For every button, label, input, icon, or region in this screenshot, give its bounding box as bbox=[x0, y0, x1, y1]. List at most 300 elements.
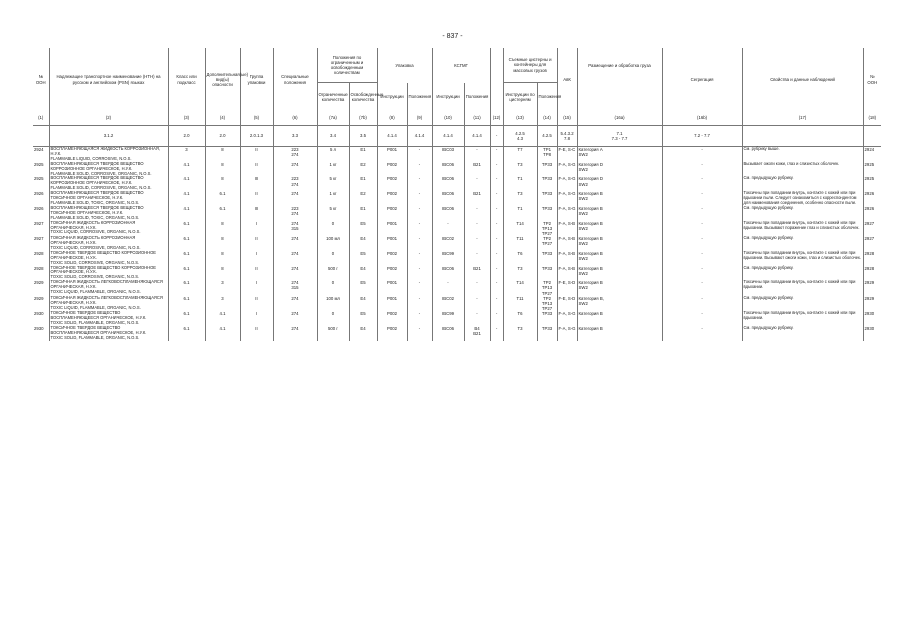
stowage-cell: Категория В, SW2 bbox=[577, 296, 662, 311]
ems-cell: F-A, S-G bbox=[557, 176, 577, 191]
tank-instruction-cell: T6 bbox=[503, 251, 537, 266]
ibc-provision-cell: - bbox=[464, 221, 490, 236]
un-no-cell: 2928 bbox=[34, 250, 44, 256]
column-number: (13) bbox=[503, 111, 537, 126]
limited-quantity-cell: 1 кг bbox=[317, 162, 349, 177]
table-row bbox=[33, 236, 881, 251]
packing-group-cell: II bbox=[240, 236, 273, 251]
limited-quantity-cell: 5 кг bbox=[317, 206, 349, 221]
properties-cell: Токсичны при попадании внутрь, контакте с кожей или при вдыхании. Вызывают поражение глаз и слизистых оболочек. bbox=[742, 221, 863, 236]
subsidiary-risk-cell: 8 bbox=[205, 236, 240, 251]
reference-cell: 3.4 bbox=[317, 126, 349, 147]
excepted-quantity-cell: E1 bbox=[349, 206, 377, 221]
stowage-cell: Категория D SW2 bbox=[577, 176, 662, 191]
packing-group-cell: I bbox=[240, 251, 273, 266]
ibc-instruction-cell: - bbox=[432, 280, 464, 295]
ibc-provision-cell: - bbox=[464, 251, 490, 266]
limited-quantity-cell: 0 bbox=[317, 311, 349, 326]
segregation-cell: - bbox=[662, 162, 742, 177]
un-no-right-cell: 2930 bbox=[863, 311, 881, 326]
reference-cell: 7.2 - 7.7 bbox=[662, 126, 742, 147]
subsidiary-risk-cell: 8 bbox=[205, 162, 240, 177]
header-packing-instructions: Инструкции bbox=[377, 83, 407, 112]
packing-instruction-cell: P002 bbox=[377, 176, 407, 191]
stowage-cell: Категория D SW2 bbox=[577, 162, 662, 177]
stowage-cell: Категория В SW2 bbox=[577, 236, 662, 251]
properties-cell: Токсичны при попадании внутрь, контакте с кожей или при вдыхании. Вызывают ожоги кожи, глаз и слизистых оболочек. bbox=[742, 251, 863, 266]
packing-provision-cell: - bbox=[407, 266, 432, 281]
header-tanks: Съемные цистерны и контейнеры для массовых грузов bbox=[503, 48, 557, 83]
column-number: (16a) bbox=[577, 111, 662, 126]
column-12-cell: - bbox=[490, 296, 503, 311]
properties-cell: См. рубрику выше. bbox=[742, 147, 863, 162]
column-number: (2) bbox=[49, 111, 168, 126]
ems-cell: F-A, S-B bbox=[557, 236, 577, 251]
limited-quantity-cell: 0 bbox=[317, 280, 349, 295]
shipping-name-cell: ТОКСИЧНОЕ ТВЕРДОЕ ВЕЩЕСТВО КОРРОЗИОННОЕ ОРГАНИЧЕСКОЕ, Н.У.К. TOXIC SOLID, CORROSIVE, ORGANIC, N.O.S. bbox=[49, 251, 168, 266]
ibc-instruction-cell: IBC99 bbox=[432, 251, 464, 266]
header-packing-provisions: Положения bbox=[407, 83, 432, 112]
un-no-cell: 2929 bbox=[34, 295, 44, 301]
column-number: (15) bbox=[557, 111, 577, 126]
header-properties: Свойства и данные наблюдений bbox=[742, 48, 863, 111]
class-cell: 6.1 bbox=[168, 266, 205, 281]
un-no-right-cell: 2927 bbox=[863, 236, 881, 251]
special-provisions-cell: 274 bbox=[273, 162, 317, 177]
column-number: (12) bbox=[490, 111, 503, 126]
subsidiary-risk-cell: 6.1 bbox=[205, 191, 240, 206]
tank-instruction-cell: T6 bbox=[503, 311, 537, 326]
tank-provision-cell: TP2 TP13 TP27 bbox=[537, 296, 557, 311]
tank-provision-cell: TP33 bbox=[537, 162, 557, 177]
tank-instruction-cell: T11 bbox=[503, 296, 537, 311]
table-row bbox=[33, 206, 881, 221]
packing-provision-cell: - bbox=[407, 236, 432, 251]
ems-cell: F-A, S-G bbox=[557, 206, 577, 221]
column-12-cell: - bbox=[490, 236, 503, 251]
column-number: (7b) bbox=[349, 111, 377, 126]
column-number: (4) bbox=[205, 111, 240, 126]
ems-cell: F-E, S-C bbox=[557, 147, 577, 162]
tank-provision-cell: TP1 TP8 bbox=[537, 147, 557, 162]
ibc-provision-cell: - bbox=[464, 311, 490, 326]
table-row bbox=[33, 221, 881, 236]
reference-cell: 3.3 bbox=[273, 126, 317, 147]
un-no-cell: 2924 bbox=[34, 147, 44, 152]
ems-cell: F-A, S-B bbox=[557, 251, 577, 266]
reference-row bbox=[33, 126, 881, 147]
shipping-name-cell: ТОКСИЧНАЯ ЖИДКОСТЬ КОРРОЗИОННАЯ ОРГАНИЧЕСКАЯ, Н.У.К. TOXIC LIQUID, CORROSIVE, ORGANIC, N.O.S. bbox=[49, 236, 168, 251]
segregation-cell: - bbox=[662, 326, 742, 341]
un-no-right-cell: 2924 bbox=[863, 147, 881, 162]
reference-cell: 7.1 7.3 - 7.7 bbox=[577, 126, 662, 147]
segregation-cell: - bbox=[662, 311, 742, 326]
packing-provision-cell: - bbox=[407, 326, 432, 341]
table-row bbox=[33, 311, 881, 326]
ibc-provision-cell: - bbox=[464, 296, 490, 311]
subsidiary-risk-cell: 4.1 bbox=[205, 311, 240, 326]
header-excepted-quantities: Освобожденные количества bbox=[349, 83, 377, 112]
page-number: - 837 - bbox=[442, 33, 463, 40]
class-cell: 4.1 bbox=[168, 162, 205, 177]
un-no-cell: 2928 bbox=[34, 265, 44, 271]
properties-cell: См. предыдущую рубрику. bbox=[742, 206, 863, 221]
segregation-cell: - bbox=[662, 206, 742, 221]
excepted-quantity-cell: E4 bbox=[349, 266, 377, 281]
packing-instruction-cell: P002 bbox=[377, 191, 407, 206]
packing-provision-cell: - bbox=[407, 221, 432, 236]
ibc-instruction-cell: IBC06 bbox=[432, 326, 464, 341]
stowage-cell: Категория В bbox=[577, 311, 662, 326]
packing-provision-cell: - bbox=[407, 311, 432, 326]
header-ems: АвК bbox=[557, 48, 577, 111]
un-no-right-cell: 2925 bbox=[863, 162, 881, 177]
limited-quantity-cell: 0 bbox=[317, 251, 349, 266]
subsidiary-risk-cell: 4.1 bbox=[205, 326, 240, 341]
excepted-quantity-cell: E5 bbox=[349, 311, 377, 326]
column-12-cell: - bbox=[490, 221, 503, 236]
tank-instruction-cell: T3 bbox=[503, 162, 537, 177]
tank-instruction-cell: T1 bbox=[503, 176, 537, 191]
ibc-provision-cell: B21 bbox=[464, 191, 490, 206]
reference-cell bbox=[33, 126, 49, 147]
excepted-quantity-cell: E1 bbox=[349, 176, 377, 191]
ibc-provision-cell: - bbox=[464, 176, 490, 191]
packing-group-cell: III bbox=[240, 176, 273, 191]
segregation-cell: - bbox=[662, 221, 742, 236]
header-tank-provisions: Положения bbox=[537, 83, 557, 112]
ibc-instruction-cell: IBC06 bbox=[432, 266, 464, 281]
limited-quantity-cell: 5 л bbox=[317, 147, 349, 162]
packing-group-cell: I bbox=[240, 311, 273, 326]
excepted-quantity-cell: E4 bbox=[349, 296, 377, 311]
special-provisions-cell: 274 315 bbox=[273, 221, 317, 236]
segregation-cell: - bbox=[662, 147, 742, 162]
packing-provision-cell: - bbox=[407, 296, 432, 311]
limited-quantity-cell: 0 bbox=[317, 221, 349, 236]
shipping-name-cell: ВОСПЛАМЕНЯЮЩЕЕСЯ ТВЕРДОЕ ВЕЩЕСТВО КОРРОЗИОННОЕ ОРГАНИЧЕСКОЕ, Н.У.К. FLAMMABLE SOLID, CORROSIVE, ORGANIC, N.O.S. bbox=[49, 176, 168, 191]
segregation-cell: - bbox=[662, 176, 742, 191]
shipping-name-cell: ТОКСИЧНАЯ ЖИДКОСТЬ ЛЕГКОВОСПЛАМЕНЯЮЩАЯСЯ ОРГАНИЧЕСКАЯ, Н.У.К. TOXIC LIQUID, FLAMMABLE, ORGANIC, N.O.S. bbox=[49, 280, 168, 295]
subsidiary-risk-cell: 3 bbox=[205, 296, 240, 311]
excepted-quantity-cell: E4 bbox=[349, 236, 377, 251]
un-no-right-cell: 2930 bbox=[863, 326, 881, 341]
ibc-provision-cell: - bbox=[464, 206, 490, 221]
special-provisions-cell: 223 274 bbox=[273, 206, 317, 221]
class-cell: 6.1 bbox=[168, 311, 205, 326]
ibc-provision-cell: - bbox=[464, 280, 490, 295]
table-row bbox=[33, 176, 881, 191]
ibc-instruction-cell: IBC06 bbox=[432, 206, 464, 221]
column-12-cell: - bbox=[490, 311, 503, 326]
properties-cell: См. предыдущую рубрику. bbox=[742, 266, 863, 281]
packing-group-cell: II bbox=[240, 191, 273, 206]
un-no-right-cell: 2925 bbox=[863, 176, 881, 191]
tank-provision-cell: TP33 bbox=[537, 326, 557, 341]
ems-cell: F-E, S-D bbox=[557, 296, 577, 311]
column-12-cell: - bbox=[490, 176, 503, 191]
segregation-cell: - bbox=[662, 236, 742, 251]
packing-group-cell: II bbox=[240, 266, 273, 281]
ems-cell: F-A, S-G bbox=[557, 326, 577, 341]
subsidiary-risk-cell: 3 bbox=[205, 280, 240, 295]
packing-instruction-cell: P002 bbox=[377, 251, 407, 266]
ibc-instruction-cell: IBC06 bbox=[432, 176, 464, 191]
ems-cell: F-E, S-D bbox=[557, 280, 577, 295]
table-row bbox=[33, 296, 881, 311]
properties-cell: См. предыдущую рубрику. bbox=[742, 176, 863, 191]
tank-provision-cell: TP33 bbox=[537, 266, 557, 281]
stowage-cell: Категория В SW2 bbox=[577, 280, 662, 295]
un-no-cell: 2929 bbox=[34, 280, 44, 286]
un-no-cell: 2927 bbox=[34, 236, 44, 242]
segregation-cell: - bbox=[662, 191, 742, 206]
excepted-quantity-cell: E2 bbox=[349, 162, 377, 177]
tank-provision-cell: TP33 bbox=[537, 251, 557, 266]
header-tank-instructions: Инструкции по цистерням bbox=[503, 83, 537, 112]
ems-cell: F-A, S-G bbox=[557, 311, 577, 326]
table-body bbox=[33, 147, 881, 341]
segregation-cell: - bbox=[662, 251, 742, 266]
header-ibc-instructions: Инструкции bbox=[432, 83, 464, 112]
column-number: (14) bbox=[537, 111, 557, 126]
properties-cell: Токсичны при попадании внутрь, контакте с кожей или при вдыхании пыли. Следует ознакомиться с корреспондентом для наименования соединения, особенно опасности пыли. bbox=[742, 191, 863, 206]
reference-cell: 4.1.4 bbox=[432, 126, 464, 147]
tank-instruction-cell: T11 bbox=[503, 236, 537, 251]
column-number: (6) bbox=[273, 111, 317, 126]
packing-group-cell: I bbox=[240, 280, 273, 295]
packing-instruction-cell: P001 bbox=[377, 236, 407, 251]
table-row bbox=[33, 147, 881, 162]
limited-quantity-cell: 500 г bbox=[317, 266, 349, 281]
ems-cell: F-A, S-B bbox=[557, 221, 577, 236]
column-number: (17) bbox=[742, 111, 863, 126]
subsidiary-risk-cell: 8 bbox=[205, 266, 240, 281]
shipping-name-cell: ВОСПЛАМЕНЯЮЩЕЕСЯ ТВЕРДОЕ ВЕЩЕСТВО ТОКСИЧНОЕ ОРГАНИЧЕСКОЕ, Н.У.К. FLAMMABLE SOLID, TOXIC, ORGANIC, N.O.S. bbox=[49, 206, 168, 221]
packing-instruction-cell: P002 bbox=[377, 311, 407, 326]
shipping-name-cell: ТОКСИЧНОЕ ТВЕРДОЕ ВЕЩЕСТВО ВОСПЛАМЕНЯЮЩЕЕСЯ ОРГАНИЧЕСКОЕ, Н.У.К. TOXIC SOLID, FLAMMABLE, ORGANIC, N.O.S. bbox=[49, 311, 168, 326]
column-12-cell: - bbox=[490, 280, 503, 295]
ibc-provision-cell: - bbox=[464, 147, 490, 162]
stowage-cell: Категория В SW2 bbox=[577, 266, 662, 281]
ibc-instruction-cell: IBC06 bbox=[432, 191, 464, 206]
reference-cell: 4.2.5 bbox=[537, 126, 557, 147]
subsidiary-risk-cell: 8 bbox=[205, 176, 240, 191]
excepted-quantity-cell: E5 bbox=[349, 251, 377, 266]
un-no-cell: 2926 bbox=[34, 205, 44, 211]
special-provisions-cell: 274 bbox=[273, 326, 317, 341]
class-cell: 4.1 bbox=[168, 176, 205, 191]
table-row bbox=[33, 326, 881, 341]
un-no-right-cell: 2927 bbox=[863, 221, 881, 236]
column-12-cell: - bbox=[490, 206, 503, 221]
ems-cell: F-A, S-G bbox=[557, 162, 577, 177]
stowage-cell: Категория В bbox=[577, 326, 662, 341]
properties-cell: См. предыдущую рубрику. bbox=[742, 296, 863, 311]
tank-instruction-cell: T14 bbox=[503, 221, 537, 236]
column-number: (11) bbox=[464, 111, 490, 126]
special-provisions-cell: 223 274 bbox=[273, 147, 317, 162]
limited-quantity-cell: 100 мл bbox=[317, 296, 349, 311]
header-proper-shipping-name: Надлежащее транспортное наименование (НТН) на русском и английском (PSN) языках bbox=[49, 48, 168, 111]
column-number: (16b) bbox=[662, 111, 742, 126]
packing-group-cell: II bbox=[240, 147, 273, 162]
tank-instruction-cell: T3 bbox=[503, 266, 537, 281]
un-no-cell: 2930 bbox=[34, 325, 44, 331]
tank-provision-cell: TP33 bbox=[537, 311, 557, 326]
column-number: (10) bbox=[432, 111, 464, 126]
column-number-row bbox=[33, 111, 881, 126]
column-12-cell: - bbox=[490, 147, 503, 162]
stowage-cell: Категория В SW2 bbox=[577, 221, 662, 236]
tank-provision-cell: TP33 bbox=[537, 206, 557, 221]
special-provisions-cell: 274 bbox=[273, 251, 317, 266]
class-cell: 6.1 bbox=[168, 251, 205, 266]
header-special-provisions: Специальные положения bbox=[273, 48, 317, 111]
ems-cell: F-A, S-B bbox=[557, 266, 577, 281]
segregation-cell: - bbox=[662, 266, 742, 281]
ibc-provision-cell: B4 B21 bbox=[464, 326, 490, 341]
properties-cell: См. предыдущую рубрику. bbox=[742, 236, 863, 251]
tank-instruction-cell: T14 bbox=[503, 280, 537, 295]
un-no-right-cell: 2928 bbox=[863, 266, 881, 281]
segregation-cell: - bbox=[662, 296, 742, 311]
un-no-cell: 2927 bbox=[34, 220, 44, 226]
header-un-no: № ООН bbox=[35, 74, 46, 85]
header-subsidiary-risk: Дополнительная(ые) вид(ы) опасности bbox=[205, 48, 240, 111]
packing-provision-cell: - bbox=[407, 176, 432, 191]
limited-quantity-cell: 100 мл bbox=[317, 236, 349, 251]
properties-cell: Токсичны при попадании внутрь, контакте с кожей или при вдыхании. bbox=[742, 311, 863, 326]
column-number: (9) bbox=[407, 111, 432, 126]
un-no-cell: 2925 bbox=[34, 176, 44, 182]
shipping-name-cell: ТОКСИЧНОЕ ТВЕРДОЕ ВЕЩЕСТВО КОРРОЗИОННОЕ ОРГАНИЧЕСКОЕ, Н.У.К. TOXIC SOLID, CORROSIVE, ORGANIC, N.O.S. bbox=[49, 266, 168, 281]
packing-group-cell: II bbox=[240, 326, 273, 341]
shipping-name-cell: ВОСПЛАМЕНЯЮЩЕЕСЯ ТВЕРДОЕ ВЕЩЕСТВО КОРРОЗИОННОЕ ОРГАНИЧЕСКОЕ, Н.У.К. FLAMMABLE SOLID, CORROSIVE, ORGANIC, N.O.S. bbox=[49, 162, 168, 177]
subsidiary-risk-cell: 8 bbox=[205, 221, 240, 236]
excepted-quantity-cell: E4 bbox=[349, 326, 377, 341]
tank-instruction-cell: T3 bbox=[503, 191, 537, 206]
column-number: (3) bbox=[168, 111, 205, 126]
packing-instruction-cell: P002 bbox=[377, 266, 407, 281]
shipping-name-cell: ТОКСИЧНАЯ ЖИДКОСТЬ КОРРОЗИОННАЯ ОРГАНИЧЕСКАЯ, Н.У.К. TOXIC LIQUID, CORROSIVE, ORGANIC, N.O.S. bbox=[49, 221, 168, 236]
tank-provision-cell: TP33 bbox=[537, 191, 557, 206]
reference-cell: - bbox=[490, 126, 503, 147]
un-no-right-cell: 2929 bbox=[863, 280, 881, 295]
packing-instruction-cell: P001 bbox=[377, 296, 407, 311]
packing-instruction-cell: P001 bbox=[377, 280, 407, 295]
packing-provision-cell: - bbox=[407, 206, 432, 221]
excepted-quantity-cell: E5 bbox=[349, 280, 377, 295]
un-no-right-cell: 2926 bbox=[863, 191, 881, 206]
column-12-cell: - bbox=[490, 266, 503, 281]
reference-cell: 4.1.4 bbox=[464, 126, 490, 147]
special-provisions-cell: 223 274 bbox=[273, 176, 317, 191]
header-stowage: Размещение и обработка груза bbox=[577, 48, 662, 83]
class-cell: 6.1 bbox=[168, 221, 205, 236]
ibc-provision-cell: B21 bbox=[464, 266, 490, 281]
table-row bbox=[33, 266, 881, 281]
class-cell: 4.1 bbox=[168, 206, 205, 221]
column-12-cell: - bbox=[490, 162, 503, 177]
stowage-cell: Категория В SW2 bbox=[577, 191, 662, 206]
special-provisions-cell: 274 315 bbox=[273, 280, 317, 295]
packing-group-cell: II bbox=[240, 162, 273, 177]
tank-instruction-cell: T3 bbox=[503, 326, 537, 341]
reference-cell: 2.0 bbox=[205, 126, 240, 147]
class-cell: 6.1 bbox=[168, 296, 205, 311]
ems-cell: F-A, S-G bbox=[557, 191, 577, 206]
packing-provision-cell: - bbox=[407, 251, 432, 266]
class-cell: 6.1 bbox=[168, 236, 205, 251]
ibc-instruction-cell: - bbox=[432, 221, 464, 236]
segregation-cell: - bbox=[662, 280, 742, 295]
tank-provision-cell: TP2 TP13 TP27 bbox=[537, 280, 557, 295]
reference-cell: 2.0.1.3 bbox=[240, 126, 273, 147]
shipping-name-cell: ВОСПЛАМЕНЯЮЩАЯСЯ ЖИДКОСТЬ КОРРОЗИОННАЯ, Н.У.К. FLAMMABLE LIQUID, CORROSIVE, N.O.S. bbox=[49, 147, 168, 162]
special-provisions-cell: 274 bbox=[273, 311, 317, 326]
header-packing-group: Группа упаковки bbox=[240, 48, 273, 111]
ibc-provision-cell: B21 bbox=[464, 162, 490, 177]
packing-provision-cell: - bbox=[407, 162, 432, 177]
tank-instruction-cell: T7 bbox=[503, 147, 537, 162]
tank-instruction-cell: T1 bbox=[503, 206, 537, 221]
header-un-no-right: № ООН bbox=[863, 48, 881, 111]
ibc-instruction-cell: IBC03 bbox=[432, 147, 464, 162]
reference-cell: 5.4.3.2 7.8 bbox=[557, 126, 577, 147]
table-row bbox=[33, 251, 881, 266]
properties-cell: Токсичны при попадании внутрь, контакте с кожей или при вдыхании. bbox=[742, 280, 863, 295]
ibc-instruction-cell: IBC99 bbox=[432, 311, 464, 326]
subsidiary-risk-cell: 8 bbox=[205, 147, 240, 162]
column-number: (1) bbox=[33, 111, 49, 126]
packing-group-cell: II bbox=[240, 296, 273, 311]
excepted-quantity-cell: E5 bbox=[349, 221, 377, 236]
un-no-right-cell: 2929 bbox=[863, 296, 881, 311]
ibc-instruction-cell: IBC06 bbox=[432, 162, 464, 177]
ibc-provision-cell: - bbox=[464, 236, 490, 251]
table-row bbox=[33, 162, 881, 177]
subsidiary-risk-cell: 8 bbox=[205, 251, 240, 266]
class-cell: 6.1 bbox=[168, 326, 205, 341]
reference-cell: 3.5 bbox=[349, 126, 377, 147]
reference-cell bbox=[863, 126, 881, 147]
reference-cell: 3.1.2 bbox=[49, 126, 168, 147]
special-provisions-cell: 274 bbox=[273, 191, 317, 206]
column-12-cell: - bbox=[490, 251, 503, 266]
packing-instruction-cell: P002 bbox=[377, 162, 407, 177]
header-limited-excepted: Положения по ограниченным и освобожденным количествам bbox=[317, 48, 377, 83]
header-ibc: КСГМГ bbox=[432, 48, 490, 83]
column-number: (7a) bbox=[317, 111, 349, 126]
excepted-quantity-cell: E1 bbox=[349, 147, 377, 162]
packing-group-cell: III bbox=[240, 206, 273, 221]
header-limited-quantities: Ограниченные количества bbox=[317, 83, 349, 112]
class-cell: 4.1 bbox=[168, 191, 205, 206]
limited-quantity-cell: 5 кг bbox=[317, 176, 349, 191]
table-row bbox=[33, 191, 881, 206]
ibc-instruction-cell: IBC02 bbox=[432, 296, 464, 311]
subsidiary-risk-cell: 6.1 bbox=[205, 206, 240, 221]
table-row bbox=[33, 280, 881, 295]
column-12-cell: - bbox=[490, 191, 503, 206]
packing-provision-cell: - bbox=[407, 147, 432, 162]
properties-cell: Вызывает ожоги кожи, глаз и слизистых оболочек. bbox=[742, 162, 863, 177]
un-no-right-cell: 2928 bbox=[863, 251, 881, 266]
shipping-name-cell: ТОКСИЧНОЕ ТВЕРДОЕ ВЕЩЕСТВО ВОСПЛАМЕНЯЮЩЕЕСЯ ОРГАНИЧЕСКОЕ, Н.У.К. TOXIC SOLID, FLAMMABLE, ORGANIC, N.O.S. bbox=[49, 326, 168, 341]
packing-instruction-cell: P002 bbox=[377, 326, 407, 341]
packing-provision-cell: - bbox=[407, 280, 432, 295]
